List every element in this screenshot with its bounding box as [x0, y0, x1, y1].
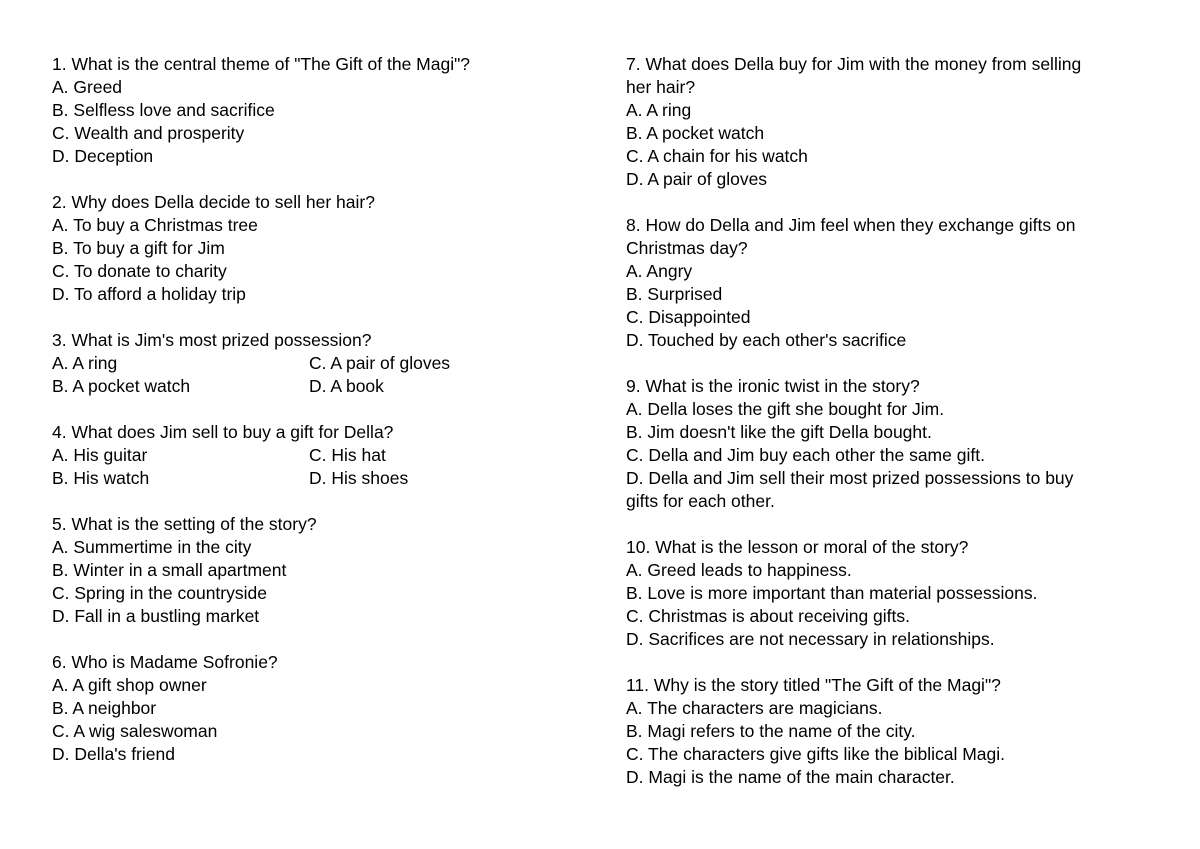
question-4-stem: 4. What does Jim sell to buy a gift for Della? [52, 422, 394, 442]
question-9-option-b: B. Jim doesn't like the gift Della bought. [626, 422, 932, 442]
question-1-option-d: D. Deception [52, 146, 154, 166]
question-11-option-a: A. The characters are magicians. [626, 698, 883, 718]
question-2-option-b: B. To buy a gift for Jim [52, 238, 225, 258]
question-3-option-c: C. A pair of gloves [309, 353, 451, 373]
question-5-option-b: B. Winter in a small apartment [52, 560, 287, 580]
question-7-stem-line-1: 7. What does Della buy for Jim with the money from selling [626, 54, 1082, 74]
question-4-option-d: D. His shoes [309, 468, 409, 488]
question-6-option-c: C. A wig saleswoman [52, 721, 218, 741]
question-3-stem: 3. What is Jim's most prized possession? [52, 330, 372, 350]
question-7-stem-line-2: her hair? [626, 77, 696, 97]
question-4-options-row-2 [52, 467, 582, 490]
question-11-option-d: D. Magi is the name of the main character. [626, 767, 955, 787]
question-4-option-a: A. His guitar [52, 445, 148, 465]
question-9-option-d-line-1: D. Della and Jim sell their most prized possessions to buy [626, 468, 1074, 488]
question-1-stem: 1. What is the central theme of "The Gift of the Magi"? [52, 54, 471, 74]
question-8-option-c: C. Disappointed [626, 307, 751, 327]
left-column [52, 53, 582, 789]
question-3-option-b: B. A pocket watch [52, 376, 191, 396]
question-10-option-c: C. Christmas is about receiving gifts. [626, 606, 910, 626]
question-7-option-d: D. A pair of gloves [626, 169, 768, 189]
question-7 [626, 53, 1156, 191]
question-11-option-c: C. The characters give gifts like the biblical Magi. [626, 744, 1006, 764]
question-6 [52, 651, 582, 766]
question-3-option-d: D. A book [309, 376, 384, 396]
question-8-option-a: A. Angry [626, 261, 693, 281]
question-10-option-a: A. Greed leads to happiness. [626, 560, 852, 580]
question-4-option-c: C. His hat [309, 445, 386, 465]
question-10-option-b: B. Love is more important than material possessions. [626, 583, 1038, 603]
question-2 [52, 191, 582, 306]
question-10-stem: 10. What is the lesson or moral of the story? [626, 537, 969, 557]
question-9-option-a: A. Della loses the gift she bought for Jim. [626, 399, 945, 419]
question-2-stem: 2. Why does Della decide to sell her hair? [52, 192, 375, 212]
question-10-option-d: D. Sacrifices are not necessary in relationships. [626, 629, 995, 649]
question-7-option-a: A. A ring [626, 100, 692, 120]
question-2-option-c: C. To donate to charity [52, 261, 227, 281]
question-11-option-b: B. Magi refers to the name of the city. [626, 721, 916, 741]
question-9-option-d-line-2: gifts for each other. [626, 491, 775, 511]
question-5-option-c: C. Spring in the countryside [52, 583, 267, 603]
right-column [626, 53, 1156, 812]
question-5-option-d: D. Fall in a bustling market [52, 606, 260, 626]
question-3-option-a: A. A ring [52, 353, 118, 373]
question-8-stem-line-2: Christmas day? [626, 238, 748, 258]
question-8-stem-line-1: 8. How do Della and Jim feel when they exchange gifts on [626, 215, 1076, 235]
question-6-option-b: B. A neighbor [52, 698, 157, 718]
question-2-option-a: A. To buy a Christmas tree [52, 215, 258, 235]
question-6-stem: 6. Who is Madame Sofronie? [52, 652, 278, 672]
question-9-stem: 9. What is the ironic twist in the story? [626, 376, 920, 396]
question-1-option-c: C. Wealth and prosperity [52, 123, 245, 143]
question-3-options-row-1 [52, 352, 582, 375]
question-7-option-b: B. A pocket watch [626, 123, 765, 143]
question-5-stem: 5. What is the setting of the story? [52, 514, 317, 534]
question-11 [626, 674, 1156, 789]
question-7-option-c: C. A chain for his watch [626, 146, 808, 166]
question-8 [626, 214, 1156, 352]
question-6-option-d: D. Della's friend [52, 744, 175, 764]
question-8-option-d: D. Touched by each other's sacrifice [626, 330, 907, 350]
question-4 [52, 421, 582, 490]
question-11-stem: 11. Why is the story titled "The Gift of the Magi"? [626, 675, 1001, 695]
question-9 [626, 375, 1156, 513]
question-4-options-row-1 [52, 444, 582, 467]
question-2-option-d: D. To afford a holiday trip [52, 284, 246, 304]
question-4-option-b: B. His watch [52, 468, 150, 488]
question-5 [52, 513, 582, 628]
question-6-option-a: A. A gift shop owner [52, 675, 207, 695]
question-3 [52, 329, 582, 398]
question-10 [626, 536, 1156, 651]
question-3-options-row-2 [52, 375, 582, 398]
question-1-option-a: A. Greed [52, 77, 123, 97]
question-5-option-a: A. Summertime in the city [52, 537, 252, 557]
question-1 [52, 53, 582, 168]
question-1-option-b: B. Selfless love and sacrifice [52, 100, 275, 120]
question-9-option-c: C. Della and Jim buy each other the same gift. [626, 445, 985, 465]
question-8-option-b: B. Surprised [626, 284, 723, 304]
